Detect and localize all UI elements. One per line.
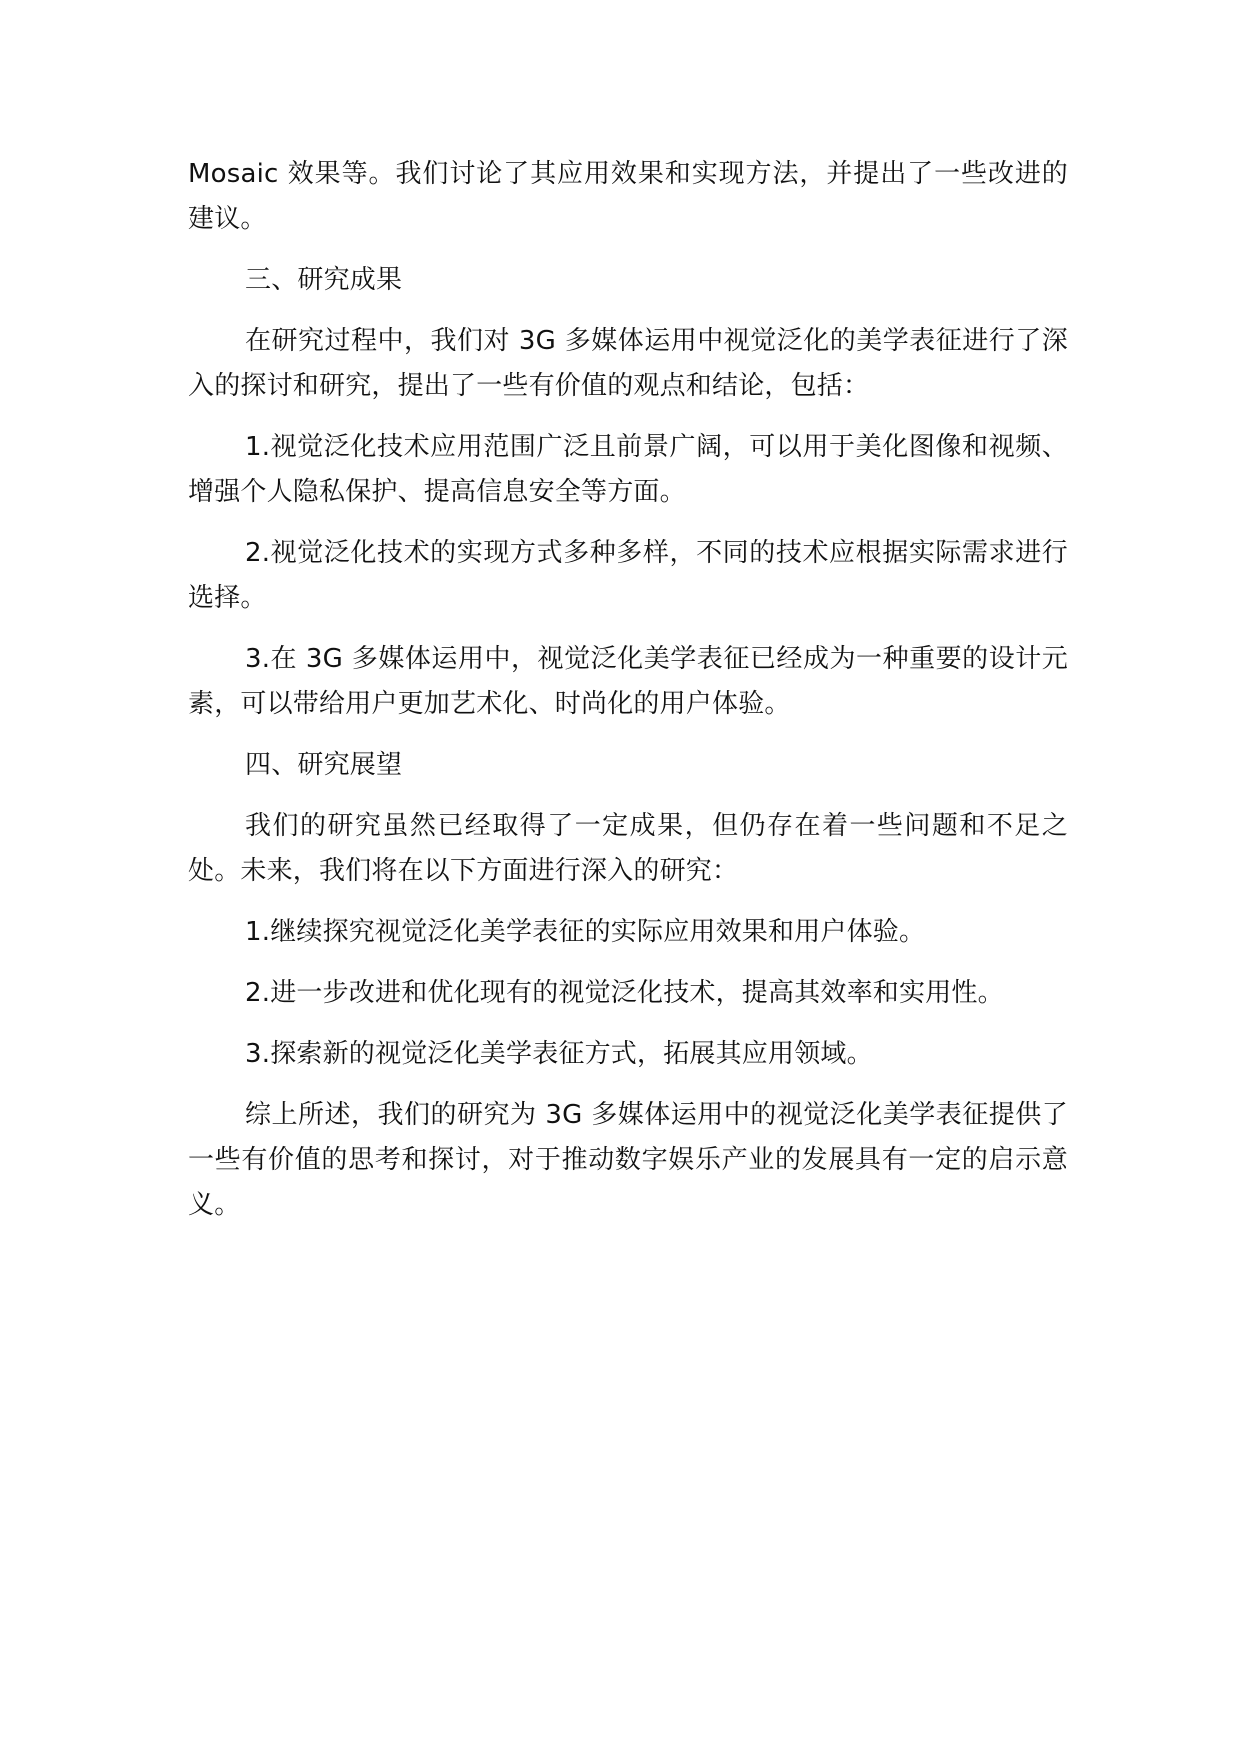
section-heading-research-results: 三、研究成果 [245, 265, 403, 295]
list-item-outlook-3: 3.探索新的视觉泛化美学表征方式，拓展其应用领域。 [245, 1039, 873, 1069]
list-item-outlook-1: 1.继续探究视觉泛化美学表征的实际应用效果和用户体验。 [245, 917, 926, 947]
list-item-result-2: 2.视觉泛化技术的实现方式多种多样，不同的技术应根据实际需求进行选择。 [188, 538, 1068, 613]
paragraph-continuation: Mosaic 效果等。我们讨论了其应用效果和实现方法，并提出了一些改进的建议。 [188, 159, 1068, 234]
paragraph-results-intro: 在研究过程中，我们对 3G 多媒体运用中视觉泛化的美学表征进行了深入的探讨和研究，提出了一些有价值的观点和结论，包括： [188, 326, 1068, 401]
document-body [188, 152, 1068, 1244]
list-item-result-3: 3.在 3G 多媒体运用中，视觉泛化美学表征已经成为一种重要的设计元素，可以带给用户更加艺术化、时尚化的用户体验。 [188, 644, 1068, 719]
paragraph-outlook-intro: 我们的研究虽然已经取得了一定成果，但仍存在着一些问题和不足之处。未来，我们将在以下方面进行深入的研究： [188, 811, 1068, 886]
list-item-outlook-2: 2.进一步改进和优化现有的视觉泛化技术，提高其效率和实用性。 [245, 978, 1004, 1008]
section-heading-research-outlook: 四、研究展望 [245, 750, 403, 780]
paragraph-conclusion: 综上所述，我们的研究为 3G 多媒体运用中的视觉泛化美学表征提供了一些有价值的思考和探讨，对于推动数字娱乐产业的发展具有一定的启示意义。 [188, 1100, 1068, 1220]
list-item-result-1: 1.视觉泛化技术应用范围广泛且前景广阔，可以用于美化图像和视频、增强个人隐私保护、提高信息安全等方面。 [188, 432, 1068, 507]
